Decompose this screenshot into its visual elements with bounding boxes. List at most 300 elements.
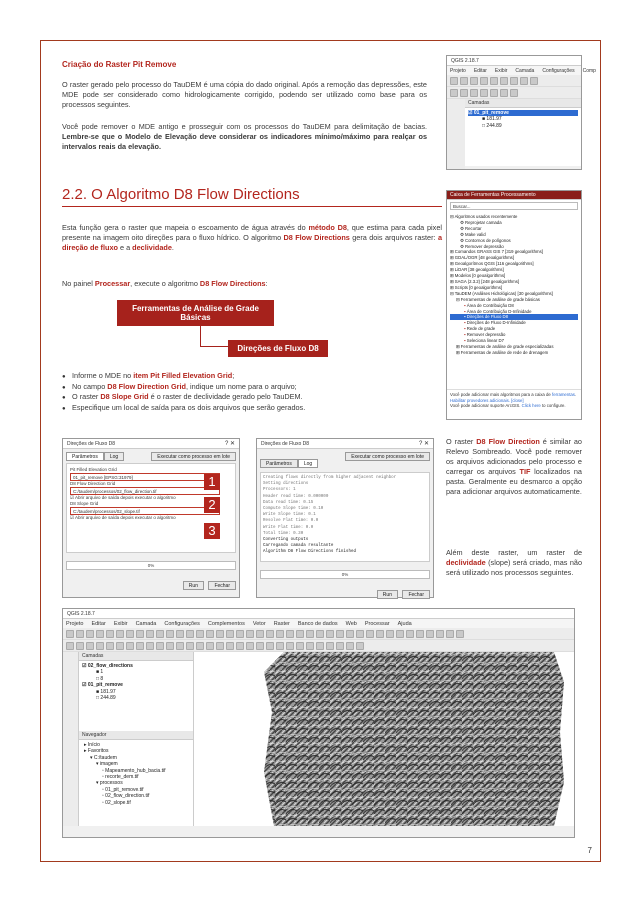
- toolbar-tool-icon[interactable]: [356, 642, 364, 650]
- dialog-body: [257, 449, 433, 604]
- toolbar-tool-icon[interactable]: [286, 630, 294, 638]
- step-number-2: 2: [204, 497, 220, 513]
- toolbar-tool-icon[interactable]: [196, 642, 204, 650]
- toolbar-tool-icon[interactable]: [146, 642, 154, 650]
- log-line: Compute Slope time: 0.10: [263, 507, 324, 512]
- toolbar-tool-icon[interactable]: [366, 630, 374, 638]
- open-icon[interactable]: [460, 77, 468, 85]
- tabs: [66, 452, 124, 461]
- tab-parametros[interactable]: Parâmetros: [66, 452, 104, 461]
- close-button[interactable]: Fechar: [402, 590, 430, 599]
- compose-icon[interactable]: [500, 77, 508, 85]
- toolbox-tree: [447, 212, 581, 358]
- toolbar-tool-icon[interactable]: [86, 642, 94, 650]
- text-bold: Lembre-se que o Modelo de Elevação deve considerar os indicadores mínimo/máximo para realçar os intervalos reais da elevação.: [62, 132, 427, 151]
- toolbar-tool-icon[interactable]: [376, 630, 384, 638]
- progress-bar: [66, 561, 236, 570]
- list-item: [62, 403, 442, 414]
- layers-panel-title: Camadas: [79, 652, 193, 661]
- pit-filled-select[interactable]: 01_pit_remove [EPSG:31979]: [70, 473, 220, 481]
- toolbar-tool-icon[interactable]: [266, 642, 274, 650]
- toolbar-tool-icon[interactable]: [306, 630, 314, 638]
- toolbar-tool-icon[interactable]: [276, 642, 284, 650]
- legend-item: ■ 1: [96, 669, 104, 676]
- toolbar-tool-icon[interactable]: [456, 630, 464, 638]
- tab-parametros[interactable]: Parâmetros: [260, 459, 298, 468]
- toolbar-tool-icon[interactable]: [166, 630, 174, 638]
- layer-name: 02_flow_directions: [87, 663, 133, 669]
- toolbar-tool-icon[interactable]: [116, 642, 124, 650]
- legend-max: ■ 181.97: [482, 116, 502, 123]
- left-toolbar: [63, 652, 79, 826]
- menu-bar: [63, 619, 574, 628]
- main-toolbar: [63, 628, 574, 640]
- toolbar-tool-icon[interactable]: [226, 642, 234, 650]
- toolbar-tool-icon[interactable]: [406, 630, 414, 638]
- menu-item[interactable]: Web: [345, 621, 357, 627]
- li-text: No campo: [72, 381, 108, 391]
- toolbar-tool-icon[interactable]: [386, 630, 394, 638]
- legend-value: 181.97: [100, 688, 116, 695]
- t11: Processar: [94, 279, 131, 288]
- side-toolbar: [447, 99, 465, 169]
- t8: declividade: [132, 243, 172, 252]
- toolbox-item[interactable]: ⊟ Algoritmos usados recentemente: [450, 214, 518, 219]
- toolbar-tool-icon[interactable]: [236, 630, 244, 638]
- nav-item[interactable]: ▾ processos: [96, 780, 123, 787]
- toolbar-tool-icon[interactable]: [146, 630, 154, 638]
- nav-item[interactable]: ▫ 02_flow_direction.tif: [102, 793, 150, 800]
- toolbar-tool-icon[interactable]: [66, 630, 74, 638]
- log-line: Algorithm D8 Flow Directions finished: [263, 550, 356, 555]
- instructions-list: [62, 371, 442, 413]
- toolbox-item[interactable]: ▪ Área de Contribuição D8: [464, 302, 514, 308]
- layers-tree: [79, 661, 193, 731]
- d8-dialog-log: [256, 438, 434, 598]
- section-heading-d8: 2.2. O Algoritmo D8 Flow Directions: [62, 186, 300, 203]
- toolbar-tool-icon[interactable]: [196, 630, 204, 638]
- nav-item[interactable]: ▸ Favoritos: [84, 748, 109, 755]
- legend-max-value: 181.97: [486, 116, 502, 123]
- text-normal: Você pode remover o MDE antigo e prosseguir com os processos do TauDEM para delimitação de bacias.: [62, 122, 427, 131]
- menu-exibir[interactable]: Exibir: [494, 68, 508, 74]
- legend-value: 244.89: [100, 695, 116, 702]
- nav-item[interactable]: ▾ imagem: [96, 761, 118, 768]
- layers-panel: [465, 99, 581, 169]
- label-connector: [200, 317, 230, 347]
- run-button[interactable]: Run: [183, 581, 204, 590]
- li-text-end: , indique um nome para o arquivo;: [185, 381, 297, 391]
- dialog-buttons: [260, 583, 430, 601]
- window-title: QGIS 2.18.7: [67, 611, 95, 617]
- toolbar-tool-icon[interactable]: [246, 630, 254, 638]
- print-icon[interactable]: [490, 77, 498, 85]
- li-bold: D8 Flow Direction Grid: [107, 381, 186, 391]
- s2: D8 Flow Direction: [476, 437, 540, 446]
- li-bold: D8 Slope Grid: [100, 392, 149, 401]
- t10: No painel: [62, 279, 95, 288]
- nav-item[interactable]: ▾ C:/taudem: [90, 754, 117, 761]
- save-icon[interactable]: [470, 77, 478, 85]
- dialog-buttons: [66, 574, 236, 592]
- paragraph-pit-remove-1: O raster gerado pelo processo do TauDEM é uma cópia do dado original. Após a remoção das depressões, este MDE pode ser considerado como hidrologicamente corrigido, podendo ser utilizado como base para os processos seguintes.: [62, 80, 427, 109]
- paragraph-d8-1: [62, 223, 442, 253]
- log-line: Total time: 0.30: [263, 531, 304, 536]
- menu-item[interactable]: Ajuda: [397, 621, 412, 627]
- legend-item: □ 244.89: [96, 695, 116, 702]
- footer-link[interactable]: Habilitar provedores adicionais.: [450, 397, 510, 403]
- delete-icon[interactable]: [490, 89, 498, 97]
- toolbox-search-input[interactable]: Buscar...: [450, 202, 578, 210]
- close-icon[interactable]: ? ✕: [418, 441, 429, 447]
- li-text: Especifique um local de saída para os dois arquivos que serão gerados.: [72, 402, 306, 412]
- toolbar-tool-icon[interactable]: [136, 630, 144, 638]
- t7: e a: [117, 243, 133, 252]
- s5: localizados na pasta. Geralmente eu desmarco a opção para adicionar arquivos automaticamente.: [446, 467, 582, 496]
- toolbox-item[interactable]: ▪ Seleciona linear D7: [464, 338, 504, 344]
- toolbar-tool-icon[interactable]: [346, 642, 354, 650]
- toolbar-tool-icon[interactable]: [176, 630, 184, 638]
- section-title-pit-remove: Criação do Raster Pit Remove: [62, 60, 177, 69]
- batch-button[interactable]: Executar como processo em lote: [345, 452, 430, 461]
- digitize-icon[interactable]: [460, 89, 468, 97]
- progress-text: 0%: [341, 572, 349, 577]
- footer-text: to configure.: [540, 403, 566, 408]
- run-button[interactable]: Run: [377, 590, 398, 599]
- legend-item: ■ 181.97: [96, 688, 116, 695]
- menu-item[interactable]: Exibir: [113, 621, 128, 627]
- t2: método D8: [308, 223, 347, 232]
- footer-text: .: [574, 392, 577, 397]
- toolbox-item[interactable]: ⚙ Make valid: [460, 231, 486, 237]
- dialog-titlebar: [63, 439, 239, 449]
- toolbar-tool-icon[interactable]: [176, 642, 184, 650]
- toolbox-footer: [447, 389, 581, 419]
- toolbox-item[interactable]: ⊞ Geoalgorítmos QGIS [116 geoalgorithms]: [450, 261, 534, 267]
- toolbox-item[interactable]: ⊞ Modelos [0 geoalgorithms]: [450, 273, 506, 279]
- toolbar-tool-icon[interactable]: [156, 630, 164, 638]
- page-number: 7: [587, 846, 592, 855]
- toolbar-tool-icon[interactable]: [266, 630, 274, 638]
- legend-min-value: 244.89: [486, 122, 502, 129]
- main-toolbar-2: [63, 640, 574, 652]
- menu-configuracoes[interactable]: Configurações: [542, 68, 575, 74]
- close-button[interactable]: Fechar: [208, 581, 236, 590]
- flow-direction-raster: [264, 652, 564, 826]
- nav-item[interactable]: ▸ Início: [84, 742, 100, 748]
- dialog-body: [63, 449, 239, 595]
- footer-text: Você pode adicionar mais algoritmos para a caixa de: [450, 392, 552, 397]
- nav-item[interactable]: ▫ Mapeamento_hub_bacia.tif: [102, 767, 166, 774]
- tabs: [260, 452, 318, 470]
- pan-map-icon[interactable]: [520, 77, 528, 85]
- qgis-main-screenshot: [62, 608, 575, 838]
- legend-min: □ 244.89: [482, 122, 502, 129]
- small-body: [447, 99, 581, 169]
- s7: declividade: [446, 558, 486, 567]
- nav-item[interactable]: ▫ 02_slope.tif: [102, 799, 131, 806]
- menu-item[interactable]: Vetor: [252, 621, 266, 627]
- log-line: Converting outputs: [263, 538, 309, 543]
- menu-projeto[interactable]: Projeto: [450, 68, 466, 74]
- close-icon[interactable]: ? ✕: [224, 441, 235, 447]
- field-label: Pit Filled Elevation Grid: [70, 467, 117, 472]
- log-line: Header read time: 0.000000: [263, 494, 329, 499]
- tab-log[interactable]: Log: [104, 452, 124, 461]
- toolbox-title: Caixa de Ferramentas Processamento: [447, 191, 581, 200]
- menu-comp[interactable]: Comp: [582, 68, 596, 74]
- log-line: Write Slope time: 0.1: [263, 513, 316, 518]
- toolbox-item-selected[interactable]: ▪ Direções de Fluxo D8: [450, 314, 578, 320]
- toolbar-tool-icon[interactable]: [236, 642, 244, 650]
- toolbar-tool-icon[interactable]: [336, 630, 344, 638]
- checkbox-row[interactable]: ☑ Abrir arquivo de saída depois executar o algoritmo: [70, 515, 176, 520]
- toolbar-tool-icon[interactable]: [256, 642, 264, 650]
- toolbar-tool-icon[interactable]: [346, 630, 354, 638]
- toolbar-tool-icon[interactable]: [126, 630, 134, 638]
- toolbar-tool-icon[interactable]: [286, 642, 294, 650]
- dialog-titlebar: [257, 439, 433, 449]
- toolbox-item[interactable]: ⚙ Remover depressão: [460, 243, 504, 249]
- toolbar-tool-icon[interactable]: [426, 630, 434, 638]
- toolbar-tool-icon[interactable]: [96, 642, 104, 650]
- side-paragraph-2: [446, 548, 582, 578]
- pan-icon[interactable]: [510, 77, 518, 85]
- tab-log[interactable]: Log: [298, 459, 318, 468]
- checkbox-label: Abrir arquivo de saída depois executar o algoritmo: [75, 515, 176, 520]
- layer-pit-remove[interactable]: ☑ 01_pit_remove: [468, 110, 578, 116]
- log-panel: [260, 472, 430, 562]
- layer-name: 01_pit_remove: [87, 682, 123, 689]
- toolbox-item[interactable]: ⊟ TauDEM (Análises Hidrológicas) [30 geoalgorithms]: [450, 290, 553, 296]
- toolbar-tool-icon[interactable]: [336, 642, 344, 650]
- log-line: Processors: 1: [263, 488, 296, 493]
- dialog-title: Direções de Fluxo D8: [67, 441, 116, 447]
- log-line: Creating flows directly from higher adjacent neighbor: [263, 476, 397, 480]
- menu-bar: [447, 66, 596, 75]
- field-label: D8 Slope Grid: [70, 501, 99, 506]
- toolbar-tool-icon[interactable]: [216, 642, 224, 650]
- copy-icon[interactable]: [510, 89, 518, 97]
- s8: (slope) será criado, mas não será utilizado nos processos seguintes.: [446, 558, 582, 577]
- toolbox-item[interactable]: ⊞ LiDAR [38 geoalgorithms]: [450, 267, 504, 273]
- footer-text: Você pode adicionar suporte ArcGIS.: [450, 403, 522, 408]
- zoom-icon[interactable]: [530, 77, 538, 85]
- li-text: Informe o MDE no: [72, 371, 134, 380]
- log-line: Write Flat time: 0.0: [263, 525, 314, 530]
- t1: Esta função gera o raster que mapeia o escoamento de água através do: [62, 223, 309, 232]
- toolbox-item[interactable]: ⊞ SAGA (2.3.2) [248 geoalgorithms]: [450, 278, 520, 284]
- toolbar-tool-icon[interactable]: [106, 642, 114, 650]
- toolbar-tool-icon[interactable]: [276, 630, 284, 638]
- slope-output[interactable]: C:/taudem/processos/02_slope.tif: [70, 507, 220, 515]
- label-ferramentas: Ferramentas de Análise de Grade Básicas: [117, 300, 274, 326]
- toolbox-item[interactable]: ▪ Área de Contribuição D-Infinidade: [464, 308, 532, 314]
- layer-flow-directions[interactable]: ☑ 02_flow_directions: [82, 663, 133, 669]
- paragraph-pit-remove-2: [62, 122, 427, 152]
- window-title: QGIS 2.18.7: [451, 58, 479, 64]
- t14: :: [265, 279, 268, 288]
- toolbar-tool-icon[interactable]: [296, 642, 304, 650]
- menu-editar[interactable]: Editar: [473, 68, 487, 74]
- toolbar-tool-icon[interactable]: [186, 630, 194, 638]
- menu-item[interactable]: Camada: [135, 621, 157, 627]
- save-as-icon[interactable]: [480, 77, 488, 85]
- d8-dialog-parameters: [62, 438, 240, 598]
- t12: , execute o algoritmo: [130, 279, 200, 288]
- li-text: O raster: [72, 392, 101, 401]
- node-icon[interactable]: [470, 89, 478, 97]
- progress-bar: [260, 570, 430, 579]
- toolbox-item[interactable]: ▪ Remover depressão: [464, 332, 506, 338]
- li-text-end: ;: [232, 371, 235, 380]
- toolbar-tool-icon[interactable]: [326, 630, 334, 638]
- log-line: Data read time: 0.15: [263, 500, 314, 505]
- t6: a direção de fluxo: [62, 233, 442, 252]
- toolbar-tool-icon[interactable]: [96, 630, 104, 638]
- menu-item[interactable]: Configurações: [164, 621, 200, 627]
- toolbar-tool-icon[interactable]: [116, 630, 124, 638]
- dialog-tabs-row: [260, 452, 430, 470]
- log-line: Carregando camada resultante: [263, 544, 334, 549]
- field-label: D8 Flow Direction Grid: [70, 481, 116, 486]
- toolbar-tool-icon[interactable]: [66, 642, 74, 650]
- window-titlebar: [63, 609, 574, 619]
- toolbox-item[interactable]: ⊞ GDAL/OGR [48 geoalgorithms]: [450, 255, 515, 261]
- toolbox-item[interactable]: ⊟ Ferramentas de análise de grade básicas: [456, 296, 540, 302]
- toolbar-tool-icon[interactable]: [256, 630, 264, 638]
- toolbar-tool-icon[interactable]: [246, 642, 254, 650]
- menu-item[interactable]: Banco de dados: [297, 621, 338, 627]
- toolbar-tool-icon[interactable]: [186, 642, 194, 650]
- toolbox-item[interactable]: ⊞ Scripts [0 geoalgorithms]: [450, 284, 503, 290]
- toolbar-tool-icon[interactable]: [436, 630, 444, 638]
- s4: TIF: [519, 467, 531, 476]
- t13: D8 Flow Directions: [199, 279, 266, 288]
- toolbox-item[interactable]: ⚙ Contornos de polígonos: [460, 237, 511, 243]
- toolbar-tool-icon[interactable]: [216, 630, 224, 638]
- footer-link[interactable]: Click here: [521, 403, 541, 408]
- legend-value: 8: [100, 675, 104, 682]
- toolbox-item[interactable]: ⊞ Ferramentas de análise de grade especializadas: [456, 343, 554, 349]
- new-project-icon[interactable]: [450, 77, 458, 85]
- toolbar-tool-icon[interactable]: [136, 642, 144, 650]
- nav-item[interactable]: ▫ 01_pit_remove.tif: [102, 786, 144, 793]
- menu-item[interactable]: Complementos: [207, 621, 245, 627]
- menu-item[interactable]: Processar: [364, 621, 390, 627]
- s6: Além deste raster, um raster de: [446, 548, 582, 557]
- window-titlebar: [447, 56, 581, 66]
- progress-text: 0%: [147, 563, 155, 568]
- navigator-panel-title: Navegador: [79, 731, 193, 740]
- toolbar-tool-icon[interactable]: [416, 630, 424, 638]
- batch-button[interactable]: Executar como processo em lote: [151, 452, 236, 461]
- t9: .: [171, 243, 174, 252]
- toolbar-tool-icon[interactable]: [126, 642, 134, 650]
- step-number-1: 1: [204, 474, 220, 490]
- toolbar-tool-icon[interactable]: [396, 630, 404, 638]
- toolbar-tool-icon[interactable]: [156, 642, 164, 650]
- list-item: [62, 371, 442, 382]
- toolbar-tool-icon[interactable]: [326, 642, 334, 650]
- layer-pit-remove[interactable]: ☑ 01_pit_remove: [82, 682, 123, 689]
- checkbox-row[interactable]: ☑ Abrir arquivo de saída depois executar o algoritmo: [70, 495, 176, 500]
- t5: gera dois arquivos raster:: [349, 233, 438, 242]
- toolbar-2: [447, 87, 581, 99]
- log-line: Resolve Flat time: 0.0: [263, 519, 319, 524]
- t4: D8 Flow Directions: [283, 233, 350, 242]
- toolbar-tool-icon[interactable]: [76, 642, 84, 650]
- menu-item[interactable]: Editar: [91, 621, 106, 627]
- qgis-small-screenshot: [446, 55, 596, 170]
- panels-column: [79, 652, 194, 826]
- step-number-3: 3: [204, 523, 220, 539]
- dialog-title: Direções de Fluxo D8: [261, 441, 310, 447]
- move-icon[interactable]: [480, 89, 488, 97]
- footer-link[interactable]: ferramentas: [552, 392, 575, 397]
- toolbox-item[interactable]: ⊞ Comandos GRASS GIS 7 [319 geoalgorithms]: [450, 249, 543, 255]
- toolbox-item[interactable]: ⚙ Recortar: [460, 225, 482, 231]
- legend-item: □ 8: [96, 675, 104, 682]
- map-canvas[interactable]: [194, 652, 574, 826]
- cut-icon[interactable]: [500, 89, 508, 97]
- toolbox-item[interactable]: ▪ Direções de Fluxo D-Infinidade: [464, 320, 526, 326]
- dialog-tabs-row: [66, 452, 236, 461]
- menu-item[interactable]: Raster: [273, 621, 290, 627]
- li-text-end: é o raster de declividade gerado pelo TauDEM.: [148, 392, 303, 401]
- layers-panel-title: Camadas: [465, 99, 581, 108]
- footer-close-link[interactable]: [close]: [511, 397, 524, 403]
- toolbar-tool-icon[interactable]: [316, 630, 324, 638]
- toolbox-item[interactable]: ▪ Rede de grade: [464, 326, 496, 332]
- flow-direction-output[interactable]: C:/taudem/processos/02_flow_direction.tif: [70, 487, 220, 495]
- layers-tree: [465, 108, 581, 166]
- edit-icon[interactable]: [450, 89, 458, 97]
- checkbox-label: Abrir arquivo de saída depois executar o algoritmo: [75, 495, 176, 500]
- list-item: [62, 392, 442, 403]
- toolbar-tool-icon[interactable]: [106, 630, 114, 638]
- toolbar-tool-icon[interactable]: [226, 630, 234, 638]
- toolbar-tool-icon[interactable]: [206, 630, 214, 638]
- s3: é similar ao Relevo Sombreado. Você pode remover os arquivos adicionados pelo processo e carregar os arquivos: [446, 437, 582, 476]
- processing-toolbox-screenshot: [446, 190, 582, 420]
- toolbar-tool-icon[interactable]: [296, 630, 304, 638]
- menu-camada[interactable]: Camada: [515, 68, 535, 74]
- toolbox-item[interactable]: ⊞ Ferramentas de análise de rede de drenagem: [456, 349, 549, 355]
- toolbar-tool-icon[interactable]: [166, 642, 174, 650]
- toolbar-tool-icon[interactable]: [316, 642, 324, 650]
- label-direcoes-d8: Direções de Fluxo D8: [228, 340, 328, 357]
- log-line: Setting directions: [263, 482, 309, 487]
- toolbox-item[interactable]: ⚙ Reprojetar camada: [460, 219, 502, 225]
- nav-item[interactable]: ▫ recorte_dem.tif: [102, 774, 139, 781]
- t3: , que estima para cada pixel presente na imagem oito direções para o fluxo hídrico. O algoritmo: [62, 223, 442, 242]
- toolbar-tool-icon[interactable]: [446, 630, 454, 638]
- toolbar-tool-icon[interactable]: [306, 642, 314, 650]
- toolbar-tool-icon[interactable]: [356, 630, 364, 638]
- toolbar-tool-icon[interactable]: [206, 642, 214, 650]
- main-body: [63, 652, 574, 826]
- layer-pit-remove-name: 01_pit_remove: [473, 110, 509, 116]
- paragraph-d8-2: [62, 279, 442, 289]
- menu-item[interactable]: Projeto: [66, 621, 84, 627]
- s1: O raster: [446, 437, 477, 446]
- li-bold: item Pit Filled Elevation Grid: [133, 371, 233, 380]
- toolbar-tool-icon[interactable]: [86, 630, 94, 638]
- toolbar: [447, 75, 581, 87]
- toolbar-tool-icon[interactable]: [76, 630, 84, 638]
- navigator-tree: [79, 740, 193, 808]
